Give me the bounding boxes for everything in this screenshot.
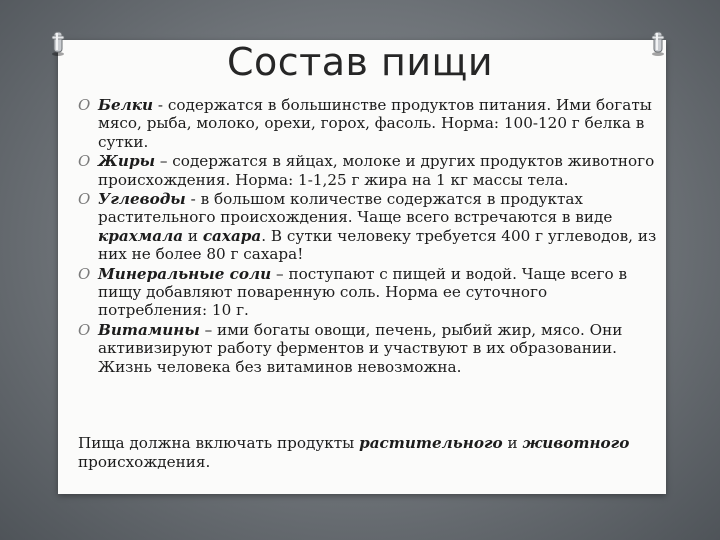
item-text: - в большом количестве содержатся в продуктах растительного происхождения. Чаще всего встречаются в виде — [98, 190, 613, 227]
item-text: – ими богаты овощи, печень, рыбий жир, мясо. Они активизируют работу ферментов и участвуют в их образовании. Жизнь человека без витаминов невозможна. — [98, 320, 623, 376]
item-text: - содержатся в большинстве продуктов питания. Ими богаты мясо, рыба, молоко, орехи, горох, фасоль. Норма: 100-120 г белка в сутки. — [98, 96, 652, 151]
bullet-icon: O — [78, 190, 91, 209]
item-emphasis: сахара — [202, 226, 262, 245]
footer-text: происхождения. — [78, 453, 211, 471]
item-text: – содержатся в яйцах, молоке и других продуктов животного происхождения. Норма: 1-1,25 г жира на 1 кг массы тела. — [98, 152, 655, 189]
item-term: Витамины — [98, 320, 200, 339]
item-text: – поступают с пищей и водой. Чаще всего в пищу добавляют поваренную соль. Норма ее суточного потребления: 10 г. — [98, 264, 627, 320]
nutrient-list — [78, 96, 658, 377]
item-term: Жиры — [98, 152, 156, 171]
list-item-vitamins — [78, 321, 658, 376]
footer-emphasis: растительного — [359, 434, 503, 452]
list-item-fats — [78, 152, 658, 189]
footer-note — [78, 434, 658, 472]
bullet-icon: O — [78, 96, 91, 114]
list-item-carbohydrates — [78, 190, 658, 264]
item-text: и — [183, 226, 203, 245]
footer-text: Пища должна включать продукты — [78, 434, 360, 452]
footer-emphasis: животного — [522, 434, 630, 452]
list-item-proteins — [78, 96, 658, 151]
slide-title: Состав пищи — [226, 40, 494, 84]
item-emphasis: крахмала — [98, 226, 184, 245]
item-term: Углеводы — [98, 190, 186, 209]
item-term: Белки — [98, 96, 154, 114]
item-term: Минеральные соли — [98, 264, 272, 283]
bullet-icon: O — [78, 152, 91, 171]
footer-text: и — [502, 434, 523, 452]
bullet-icon: O — [78, 264, 91, 283]
bullet-icon: O — [78, 320, 91, 339]
item-text: . В сутки человеку требуется 400 г углеводов, из них не более 80 г сахара! — [98, 226, 657, 264]
list-item-minerals — [78, 265, 658, 320]
